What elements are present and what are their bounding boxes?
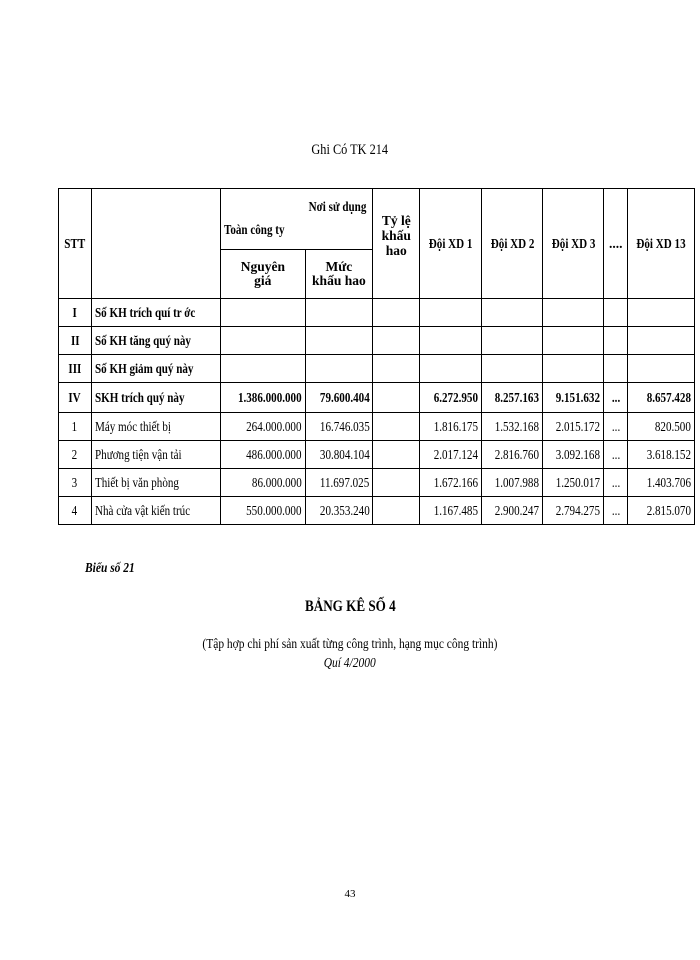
cell-d1: 1.672.166 [420, 469, 482, 497]
cell-d13 [628, 327, 695, 355]
header-stt: STT [59, 189, 92, 299]
table-row [59, 441, 695, 469]
cell-dots: ... [604, 497, 628, 525]
cell-d3: 1.250.017 [543, 469, 604, 497]
cell-d1 [420, 299, 482, 327]
cell-nguyen-gia: 1.386.000.000 [220, 383, 305, 413]
cell-desc: Phương tiện vận tải [91, 441, 220, 469]
cell-muc-kh: 30.804.104 [305, 441, 373, 469]
cell-d2: 2.900.247 [482, 497, 543, 525]
cell-ty-le [373, 299, 420, 327]
header-row-1 [59, 189, 695, 250]
header-muc-khau-hao: Mức khấu hao [305, 250, 373, 299]
cell-ty-le [373, 497, 420, 525]
table-row [59, 469, 695, 497]
cell-d2 [482, 355, 543, 383]
header-doi-1: Đội XD 1 [420, 189, 482, 299]
header-ty-le: Tỷ lệ khấu hao [373, 189, 420, 299]
cell-dots: ... [604, 441, 628, 469]
cell-d3: 9.151.632 [543, 383, 604, 413]
cell-nguyen-gia: 264.000.000 [220, 413, 305, 441]
cell-ty-le [373, 413, 420, 441]
cell-d1: 2.017.124 [420, 441, 482, 469]
cell-ty-le [373, 383, 420, 413]
header-nguyen-gia: Nguyên giá [220, 250, 305, 299]
cell-d13: 8.657.428 [628, 383, 695, 413]
header-dots: .... [604, 189, 628, 299]
cell-d3: 2.015.172 [543, 413, 604, 441]
cell-muc-kh: 20.353.240 [305, 497, 373, 525]
cell-dots [604, 327, 628, 355]
cell-d1: 6.272.950 [420, 383, 482, 413]
cell-desc: Máy móc thiết bị [91, 413, 220, 441]
quarter-label: Quí 4/2000 [324, 656, 376, 671]
cell-muc-kh [305, 355, 373, 383]
page-number: 43 [344, 888, 356, 900]
depreciation-table [58, 188, 695, 525]
cell-d13: 2.815.070 [628, 497, 695, 525]
cell-d2: 8.257.163 [482, 383, 543, 413]
cell-d13: 1.403.706 [628, 469, 695, 497]
table-row [59, 497, 695, 525]
cell-dots: ... [604, 383, 628, 413]
cell-desc: SKH trích quý này [91, 383, 220, 413]
cell-d3 [543, 299, 604, 327]
cell-desc: Số KH giảm quý này [91, 355, 220, 383]
header-doi-3: Đội XD 3 [543, 189, 604, 299]
cell-d2 [482, 327, 543, 355]
cell-stt: II [59, 327, 92, 355]
cell-nguyen-gia [220, 299, 305, 327]
cell-dots: ... [604, 413, 628, 441]
cell-d2: 1.007.988 [482, 469, 543, 497]
cell-ty-le [373, 441, 420, 469]
table-row [59, 299, 695, 327]
cell-d1: 1.167.485 [420, 497, 482, 525]
subtitle: (Tập hợp chi phí sản xuất từng công trình, hạng mục công trình) [202, 637, 498, 652]
cell-nguyen-gia [220, 355, 305, 383]
header-doi-2: Đội XD 2 [482, 189, 543, 299]
cell-muc-kh [305, 327, 373, 355]
cell-stt: 3 [59, 469, 92, 497]
table-row [59, 355, 695, 383]
cell-d2: 1.532.168 [482, 413, 543, 441]
cell-stt: 4 [59, 497, 92, 525]
cell-d3 [543, 327, 604, 355]
cell-dots [604, 299, 628, 327]
header-noi-su-dung: Nơi sử dụng Toàn công ty [220, 189, 372, 250]
table-row [59, 327, 695, 355]
cell-d3: 2.794.275 [543, 497, 604, 525]
header-description [91, 189, 220, 299]
table-title: Ghi Có TK 214 [311, 142, 389, 158]
bang-ke-heading: BẢNG KÊ SỐ 4 [304, 598, 396, 615]
cell-dots [604, 355, 628, 383]
cell-d2: 2.816.760 [482, 441, 543, 469]
cell-d3: 3.092.168 [543, 441, 604, 469]
cell-muc-kh: 16.746.035 [305, 413, 373, 441]
cell-muc-kh: 79.600.404 [305, 383, 373, 413]
cell-nguyen-gia: 550.000.000 [220, 497, 305, 525]
cell-stt: 2 [59, 441, 92, 469]
cell-stt: III [59, 355, 92, 383]
cell-stt: I [59, 299, 92, 327]
cell-d2 [482, 299, 543, 327]
cell-ty-le [373, 327, 420, 355]
cell-d13 [628, 299, 695, 327]
cell-desc: Nhà cửa vật kiến trúc [91, 497, 220, 525]
cell-d13: 820.500 [628, 413, 695, 441]
cell-muc-kh: 11.697.025 [305, 469, 373, 497]
cell-stt: 1 [59, 413, 92, 441]
table-row [59, 413, 695, 441]
cell-desc: Số KH tăng quý này [91, 327, 220, 355]
header-doi-13: Đội XD 13 [628, 189, 695, 299]
cell-d1 [420, 327, 482, 355]
cell-ty-le [373, 355, 420, 383]
cell-desc: Thiết bị văn phòng [91, 469, 220, 497]
cell-stt: IV [59, 383, 92, 413]
cell-nguyen-gia [220, 327, 305, 355]
table-row [59, 383, 695, 413]
cell-desc: Số KH trích quí tr ớc [91, 299, 220, 327]
cell-d3 [543, 355, 604, 383]
bieu-so-label: Biểu số 21 [85, 561, 135, 576]
cell-dots: ... [604, 469, 628, 497]
cell-nguyen-gia: 86.000.000 [220, 469, 305, 497]
cell-d1: 1.816.175 [420, 413, 482, 441]
cell-d1 [420, 355, 482, 383]
cell-nguyen-gia: 486.000.000 [220, 441, 305, 469]
cell-d13: 3.618.152 [628, 441, 695, 469]
cell-d13 [628, 355, 695, 383]
cell-ty-le [373, 469, 420, 497]
cell-muc-kh [305, 299, 373, 327]
